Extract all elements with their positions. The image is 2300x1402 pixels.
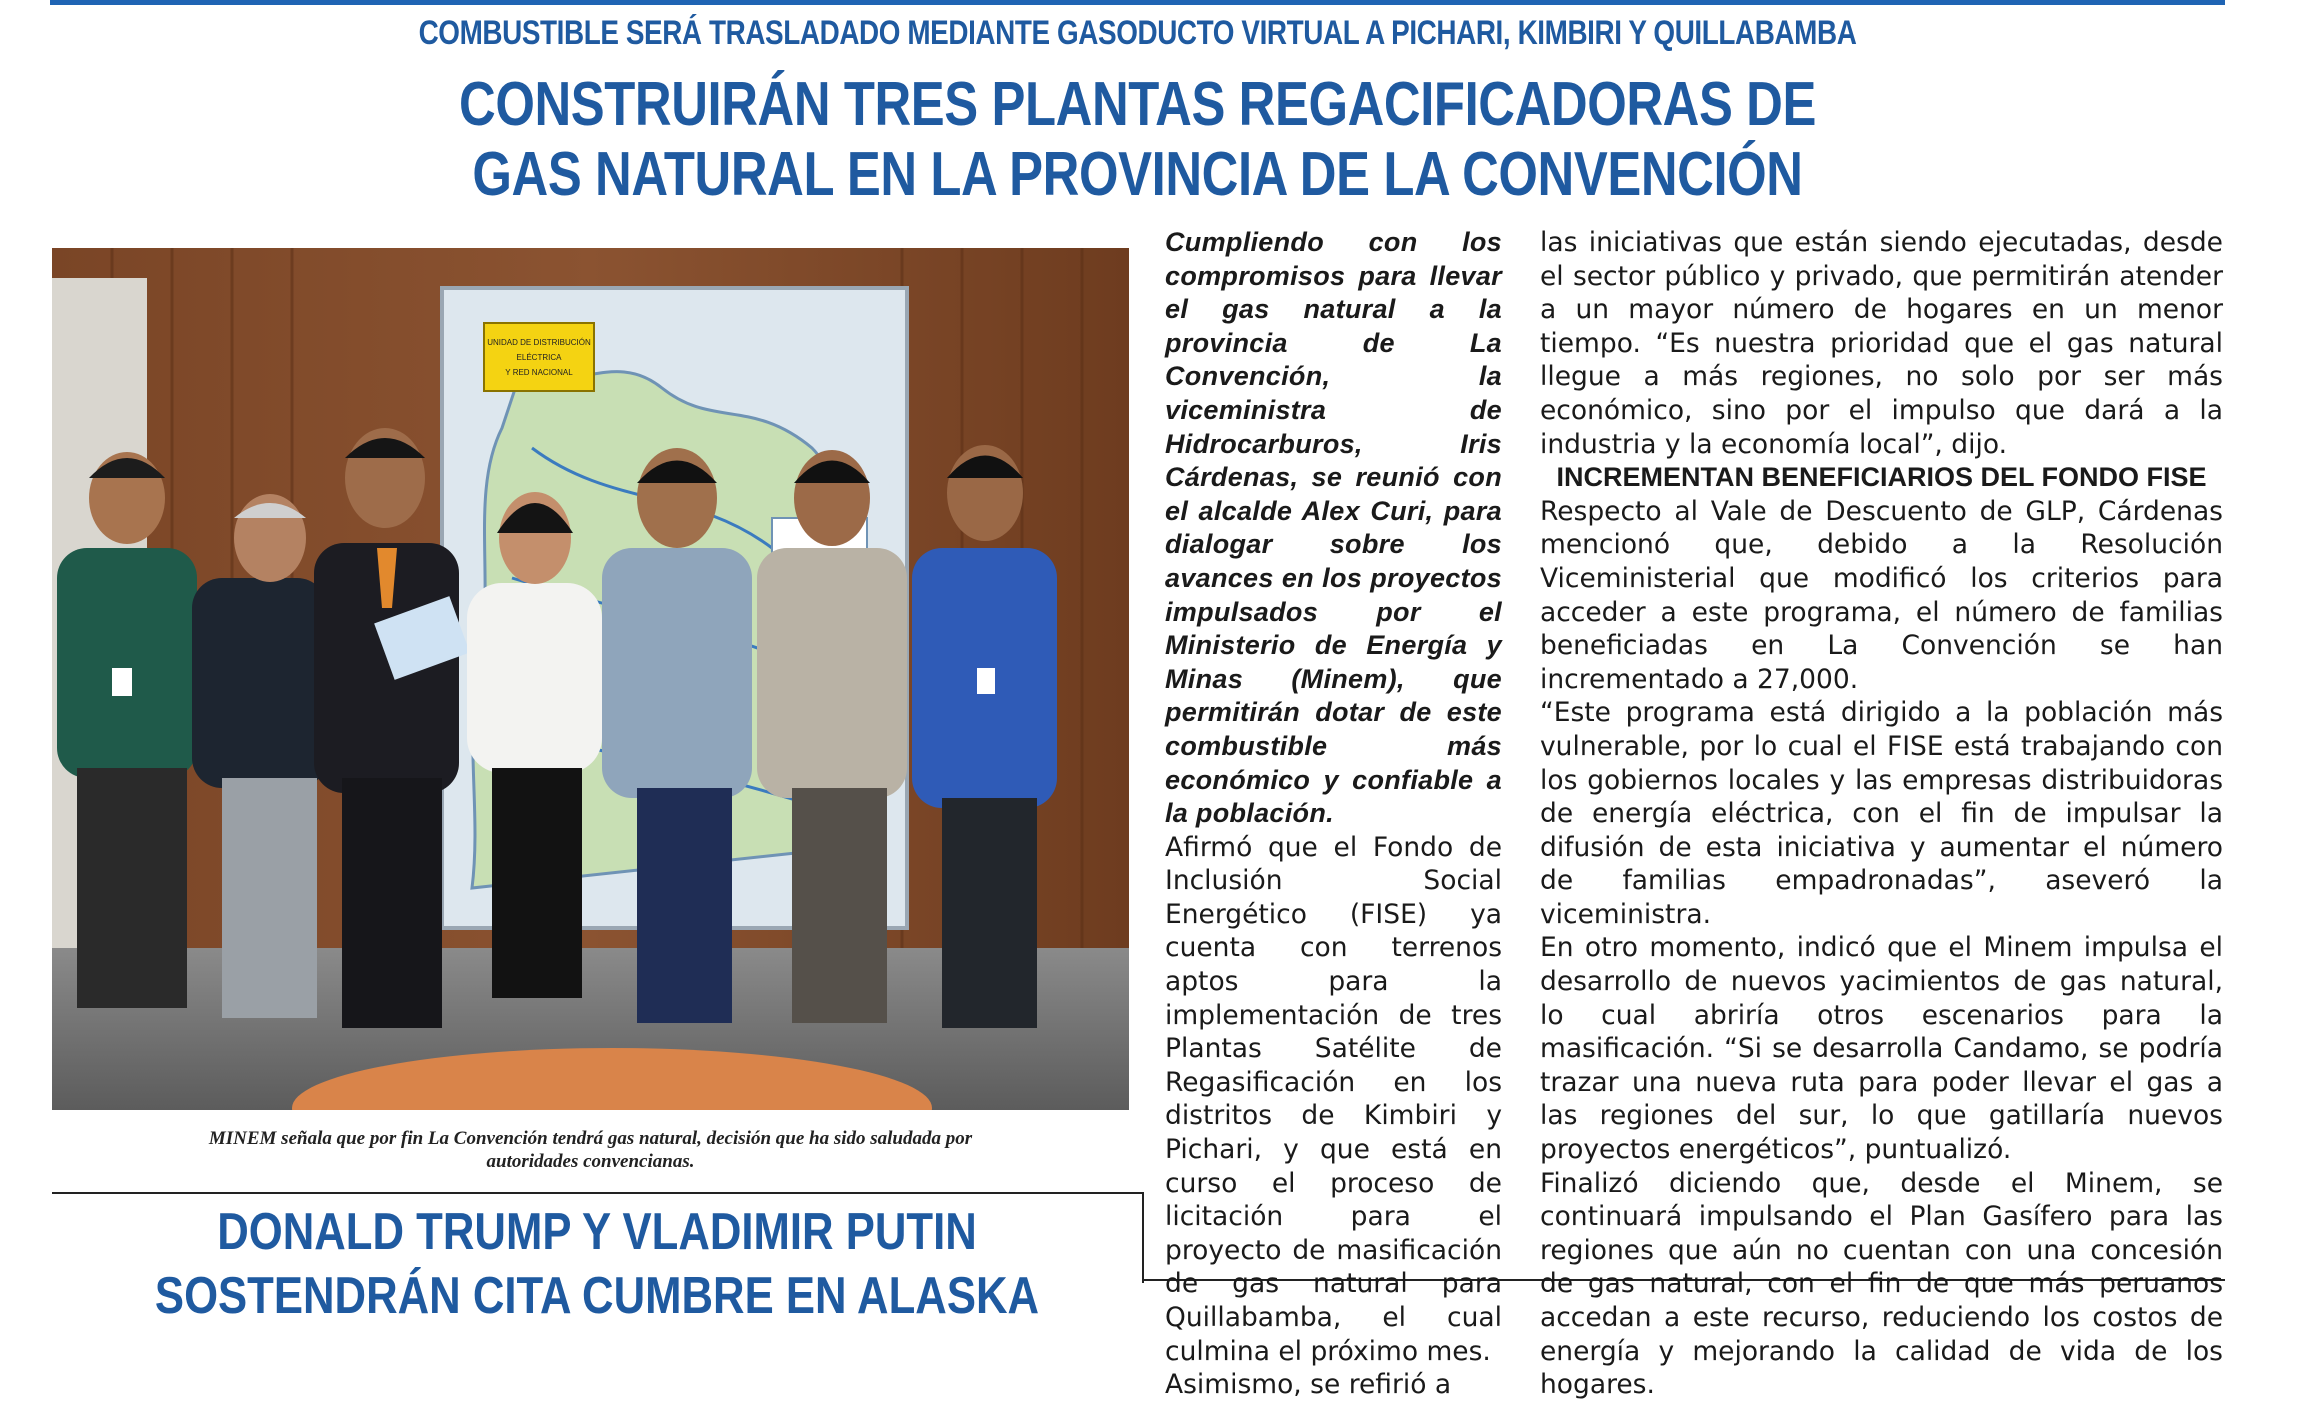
photo-caption <box>52 1127 1129 1173</box>
caption-line-1: MINEM señala que por fin La Convención tendrá gas natural, decisión que ha sido saludada por <box>208 1128 973 1149</box>
caption-rule <box>52 1192 1144 1194</box>
article-column-2 <box>1540 226 2223 1402</box>
second-headline-line-1: DONALD TRUMP Y VLADIMIR PUTIN <box>217 1203 977 1261</box>
top-rule <box>50 0 2225 5</box>
lead-paragraph: Cumpliendo con los compromisos para llevar el gas natural a la provincia de La Convención, la viceministra de Hidrocarburos, Iris Cárdenas, se reunió con el alcalde Alex Curi, para dialogar sobre los avances en los proyectos impulsados por el Ministerio de Energía y Minas (Minem), que permitirán dotar de este combustible más económico y confiable a la población. <box>1165 227 1502 829</box>
col2-paragraph-1: las iniciativas que están siendo ejecutadas, desde el sector público y privado, que permitirán atender a un mayor número de hogares en un menor tiempo. “Es nuestra prioridad que el gas natural llegue a más regiones, no solo por ser más económico, sino por el impulso que dará a la industria y la economía local”, dijo. <box>1540 227 2223 460</box>
col2-paragraph-4: En otro momento, indicó que el Minem impulsa el desarrollo de nuevos yacimientos de gas natural, lo cual abriría otros escenarios para la masificación. “Si se desarrolla Candamo, se podría trazar una nueva ruta para poder llevar el gas a las regiones del sur, lo que gatillaría nuevos proyectos energéticos”, puntualizó. <box>1540 932 2223 1166</box>
headline <box>50 70 2225 210</box>
col2-paragraph-5: Finalizó diciendo que, desde el Minem, se continuará impulsando el Plan Gasífero para las regiones que aún no cuentan con una concesión de gas natural, con el fin de que más peruanos accedan a este recurso, reduciendo los costos de energía y mejorando la calidad de vida de los hogares. <box>1540 1167 2223 1401</box>
map-label-line-3: Y RED NACIONAL <box>505 368 573 377</box>
col2-paragraph-3: “Este programa está dirigido a la población más vulnerable, por lo cual el FISE está trabajando con los gobiernos locales y las empresas distribuidoras de energía eléctrica, con el fin de impulsar la difusión de esta iniciativa y aumentar el número de familias empadronadas”, aseveró la viceministra. <box>1540 697 2223 930</box>
subheading-fise: INCREMENTAN BENEFICIARIOS DEL FONDO FISE <box>1556 462 2207 493</box>
second-headline-line-2: SOSTENDRÁN CITA CUMBRE EN ALASKA <box>154 1267 1040 1325</box>
article-photo <box>52 248 1129 1110</box>
kicker: COMBUSTIBLE SERÁ TRASLADADO MEDIANTE GASODUCTO VIRTUAL A PICHARI, KIMBIRI Y QUILLABAMBA <box>418 14 1857 52</box>
map-label-line-1: UNIDAD DE DISTRIBUCIÓN <box>487 338 591 347</box>
headline-line-1: CONSTRUIRÁN TRES PLANTAS REGACIFICADORAS DE <box>459 70 1816 139</box>
headline-line-2: GAS NATURAL EN LA PROVINCIA DE LA CONVENCIÓN <box>472 140 1803 209</box>
col2-paragraph-2: Respecto al Vale de Descuento de GLP, Cárdenas mencionó que, debido a la Resolución Viceministerial que modificó los criterios para acceder a este programa, el número de familias beneficiadas en La Convención se han incrementado a 27,000. <box>1540 495 2223 695</box>
second-article-headline <box>52 1200 1142 1328</box>
article-column-1 <box>1165 226 1502 1402</box>
col1-paragraph-2: Asimismo, se refirió a <box>1165 1369 1452 1401</box>
map-label-line-2: ELÉCTRICA <box>516 353 562 362</box>
column-divider-bottom <box>1142 1192 1144 1283</box>
col1-paragraph-1: Afirmó que el Fondo de Inclusión Social Energético (FISE) ya cuenta con terrenos aptos para la implementación de tres Plantas Satélite de Regasificación en los distritos de Kimbiri y Pichari, y que está en curso el proceso de licitación para el proyecto de masificación de gas natural para Quillabamba, el cual culmina el próximo mes. <box>1165 831 1502 1367</box>
caption-line-2: autoridades convencianas. <box>486 1151 695 1172</box>
